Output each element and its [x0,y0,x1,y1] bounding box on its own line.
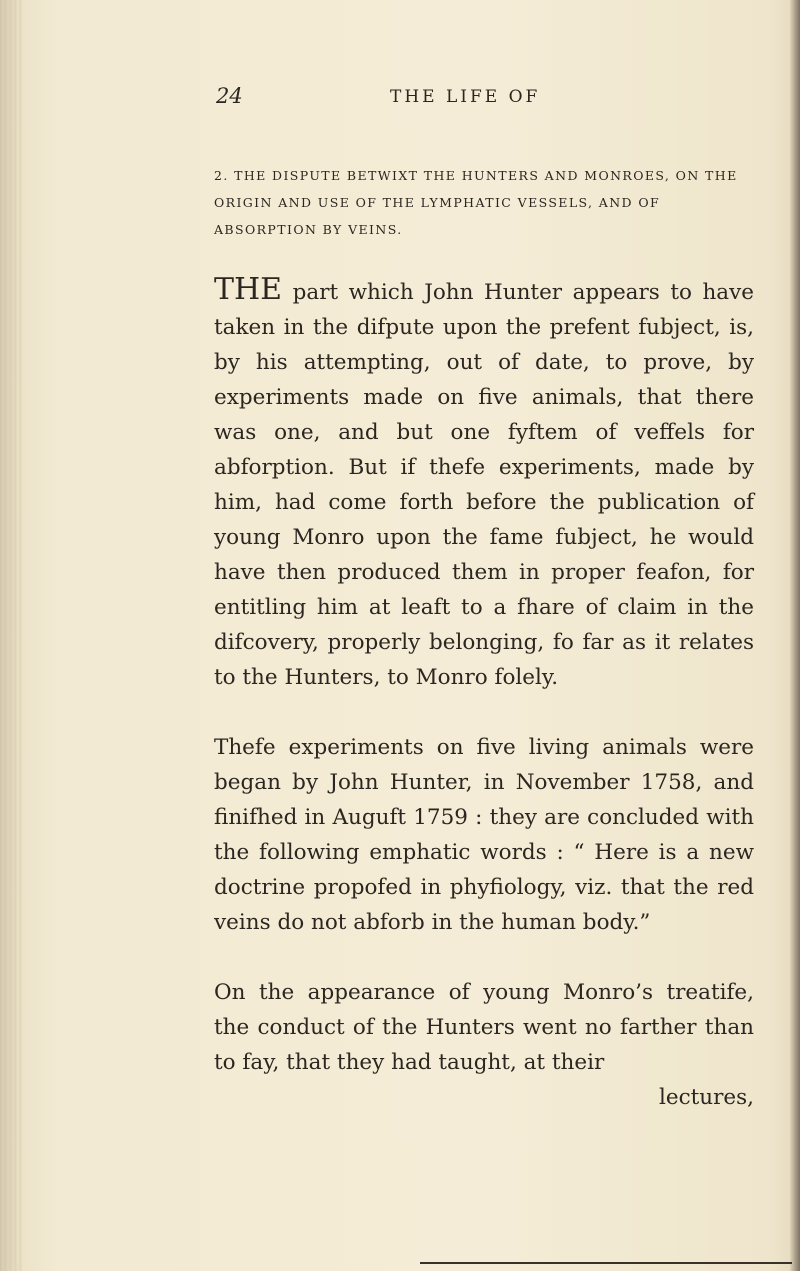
drop-cap: THE [214,272,283,307]
binding-gutter [0,0,22,1271]
paragraph-3: On the appearance of young Monro’s treatife, the conduct of the Hunters went no farther than to fay, that they had taught, at their [214,980,754,1075]
page-edge-shadow [790,0,800,1271]
page-number: 24 [216,84,243,108]
running-header [0,84,800,114]
section-heading: 2. THE DISPUTE BETWIXT THE HUNTERS AND MONROES, ON THE ORIGIN AND USE OF THE LYMPHATIC VESSELS, AND OF ABSORPTION BY VEINS. [214,168,738,237]
paragraph-2: Thefe experiments on five living animals were began by John Hunter, in November 1758, and finifhed in Auguft 1759 : they are concluded with the following emphatic words : “ Here is a new doctrine propofed in phyfiology, viz. that the red veins do not abforb in the human body.” [214,735,754,935]
catchword: lectures, [659,1085,754,1110]
running-title: THE LIFE OF [390,87,541,107]
paragraph-1-text: part which John Hunter appears to have taken in the difpute upon the prefent fubject, is, by his attempting, out of date, to prove, by experiments made on five animals, that there was one, and but one fyftem of veffels for abforption. But if thefe experiments, made by him, had come forth before the publication of young Monro upon the fame fubject, he would have then produced them in proper feafon, for entitling him at leaft to a fhare of claim in the difcovery, properly belonging, fo far as it relates to the Hunters, to Monro folely. [214,280,754,690]
body-text [214,272,754,1115]
bottom-edge-line [420,1262,792,1264]
paragraph-1 [214,272,754,695]
